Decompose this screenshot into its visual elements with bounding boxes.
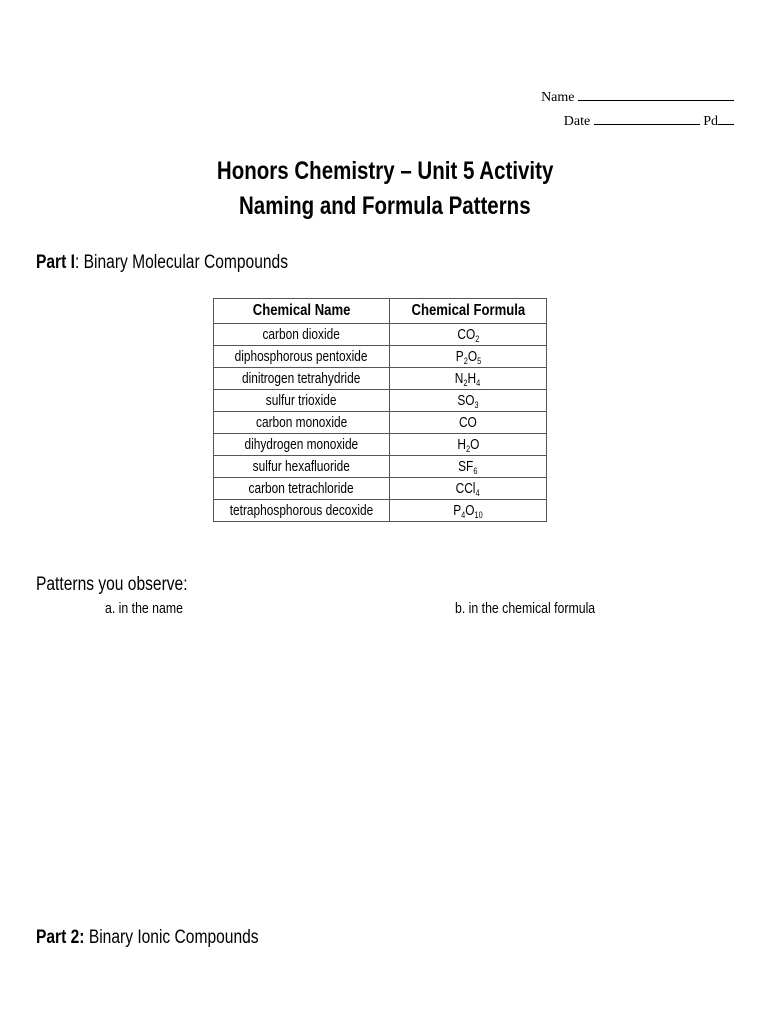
part2-heading <box>36 927 307 949</box>
chemical-name-cell: dihydrogen monoxide <box>214 434 390 456</box>
chemical-name-cell: sulfur hexafluoride <box>214 456 390 478</box>
part2-label: Part 2: <box>36 927 85 948</box>
chemical-formula-cell: $CO_2$ <box>389 324 546 346</box>
title-block <box>0 154 770 224</box>
header-fields <box>541 86 734 134</box>
chemical-formula-cell: CO <box>389 412 546 434</box>
chemical-formula-cell: $N_2H_4$ <box>389 368 546 390</box>
date-label: Date <box>563 114 591 129</box>
name-label: Name <box>541 90 575 105</box>
period-blank[interactable] <box>718 110 734 125</box>
table-row <box>214 478 547 500</box>
part1-heading <box>36 252 343 274</box>
chemical-formula-cell: $P_2O_5$ <box>389 346 546 368</box>
table-row <box>214 390 547 412</box>
chemical-name-cell: carbon monoxide <box>214 412 390 434</box>
table-body <box>214 324 547 522</box>
chemical-name-cell: carbon dioxide <box>214 324 390 346</box>
table-row <box>214 368 547 390</box>
table-row <box>214 412 547 434</box>
pattern-b-label: b. in the chemical formula <box>455 600 596 617</box>
table-row <box>214 434 547 456</box>
page-title: Honors Chemistry – Unit 5 Activity <box>216 157 554 185</box>
chemical-name-cell: tetraphosphorous decoxide <box>214 500 390 522</box>
part1-label: Part I <box>36 252 75 273</box>
date-blank[interactable] <box>594 110 700 125</box>
chemical-name-cell: dinitrogen tetrahydride <box>214 368 390 390</box>
compound-table <box>213 298 547 522</box>
table-row <box>214 500 547 522</box>
header-chemical-formula: Chemical Formula <box>389 299 546 324</box>
part1-separator: : <box>74 252 80 273</box>
table-row <box>214 456 547 478</box>
period-label: Pd <box>703 114 718 129</box>
chemical-formula-cell: $SO_3$ <box>389 390 546 412</box>
table-row <box>214 346 547 368</box>
chemical-formula-cell: $P_4O_{10}$ <box>389 500 546 522</box>
page-subtitle: Naming and Formula Patterns <box>239 192 531 220</box>
chemical-name-cell: sulfur trioxide <box>214 390 390 412</box>
patterns-heading: Patterns you observe: <box>36 574 188 595</box>
part2-title: Binary Ionic Compounds <box>88 927 259 948</box>
header-chemical-name: Chemical Name <box>214 299 390 324</box>
date-period-field <box>541 110 734 134</box>
name-field <box>541 86 734 110</box>
table-row <box>214 324 547 346</box>
table-header-row <box>214 299 547 324</box>
name-blank[interactable] <box>578 86 734 101</box>
chemical-name-cell: carbon tetrachloride <box>214 478 390 500</box>
chemical-formula-cell: CCl$_4$ <box>389 478 546 500</box>
part1-title: Binary Molecular Compounds <box>83 252 289 273</box>
chemical-name-cell: diphosphorous pentoxide <box>214 346 390 368</box>
chemical-formula-cell: $SF_6$ <box>389 456 546 478</box>
pattern-a-label: a. in the name <box>105 600 183 617</box>
chemical-formula-cell: $H_2O$ <box>389 434 546 456</box>
